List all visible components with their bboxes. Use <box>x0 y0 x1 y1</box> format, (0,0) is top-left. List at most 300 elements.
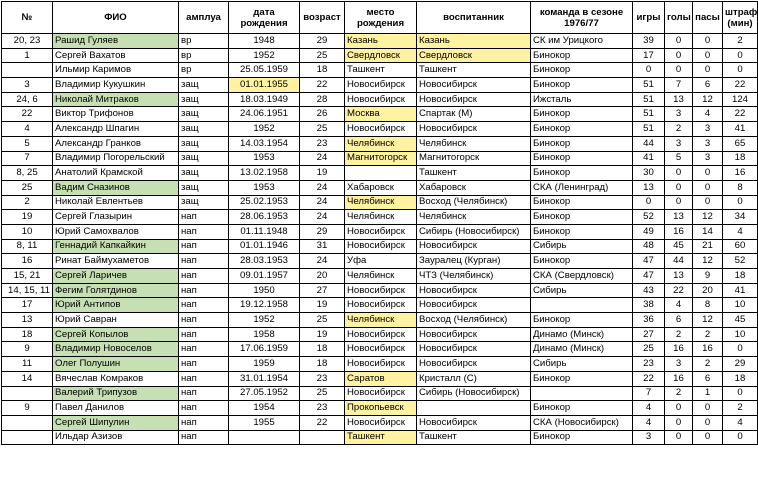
header-trainee: воспитанник <box>417 2 531 34</box>
cell-dob: 01.01.1955 <box>229 78 300 93</box>
cell-birthplace <box>345 166 417 181</box>
cell-num: 22 <box>2 107 53 122</box>
cell-age: 23 <box>300 136 345 151</box>
cell-age: 29 <box>300 34 345 49</box>
cell-role: защ <box>179 78 229 93</box>
cell-pim: 18 <box>723 269 758 284</box>
cell-name: Фегим Голятдинов <box>53 283 179 298</box>
cell-dob: 17.06.1959 <box>229 342 300 357</box>
cell-trainee: Новосибирск <box>417 283 531 298</box>
header-pim: штраф (мин) <box>723 2 758 34</box>
cell-pim: 22 <box>723 78 758 93</box>
cell-num: 5 <box>2 136 53 151</box>
cell-team: СКА (Ленинград) <box>531 180 633 195</box>
cell-birthplace: Новосибирск <box>345 122 417 137</box>
cell-team: Бинокор <box>531 151 633 166</box>
cell-name: Ильмир Каримов <box>53 63 179 78</box>
cell-trainee: Кристалл (С) <box>417 371 531 386</box>
cell-games: 4 <box>633 415 665 430</box>
cell-birthplace: Ташкент <box>345 430 417 445</box>
cell-trainee: Челябинск <box>417 210 531 225</box>
header-row <box>2 2 758 34</box>
cell-pim: 10 <box>723 298 758 313</box>
cell-birthplace: Новосибирск <box>345 386 417 401</box>
cell-age: 19 <box>300 298 345 313</box>
cell-age: 19 <box>300 327 345 342</box>
cell-role: нап <box>179 224 229 239</box>
cell-pim: 0 <box>723 48 758 63</box>
cell-num: 24, 6 <box>2 92 53 107</box>
cell-team: Сибирь <box>531 283 633 298</box>
cell-assists: 6 <box>693 371 723 386</box>
cell-role: вр <box>179 34 229 49</box>
cell-games: 4 <box>633 401 665 416</box>
cell-team: Бинокор <box>531 371 633 386</box>
cell-trainee <box>417 401 531 416</box>
table-row <box>2 63 758 78</box>
cell-games: 30 <box>633 166 665 181</box>
cell-num: 14 <box>2 371 53 386</box>
table-row <box>2 92 758 107</box>
cell-assists: 12 <box>693 313 723 328</box>
cell-pim: 10 <box>723 327 758 342</box>
cell-assists: 0 <box>693 195 723 210</box>
cell-goals: 0 <box>665 34 693 49</box>
cell-birthplace: Саратов <box>345 371 417 386</box>
header-team: команда в сезоне 1976/77 <box>531 2 633 34</box>
cell-trainee: Хабаровск <box>417 180 531 195</box>
cell-dob: 1955 <box>229 415 300 430</box>
cell-games: 3 <box>633 430 665 445</box>
header-role: амплуа <box>179 2 229 34</box>
cell-birthplace: Новосибирск <box>345 92 417 107</box>
header-name: ФИО <box>53 2 179 34</box>
cell-trainee: Магнитогорск <box>417 151 531 166</box>
roster-table <box>1 1 758 445</box>
table-row <box>2 34 758 49</box>
cell-role: защ <box>179 151 229 166</box>
table-row <box>2 327 758 342</box>
cell-team <box>531 298 633 313</box>
cell-role: нап <box>179 313 229 328</box>
cell-goals: 13 <box>665 92 693 107</box>
cell-dob: 01.11.1948 <box>229 224 300 239</box>
cell-games: 0 <box>633 195 665 210</box>
cell-pim: 29 <box>723 357 758 372</box>
cell-role: нап <box>179 254 229 269</box>
cell-pim: 0 <box>723 342 758 357</box>
cell-dob: 19.12.1958 <box>229 298 300 313</box>
cell-team: Динамо (Минск) <box>531 342 633 357</box>
cell-name: Николай Митраков <box>53 92 179 107</box>
cell-role: нап <box>179 371 229 386</box>
cell-role: защ <box>179 122 229 137</box>
cell-name: Вадим Сназинов <box>53 180 179 195</box>
header-dob: дата рождения <box>229 2 300 34</box>
cell-birthplace: Новосибирск <box>345 224 417 239</box>
cell-birthplace: Магнитогорск <box>345 151 417 166</box>
cell-name: Владимир Кукушкин <box>53 78 179 93</box>
cell-team: Бинокор <box>531 430 633 445</box>
cell-trainee: Новосибирск <box>417 357 531 372</box>
cell-name: Николай Евлентьев <box>53 195 179 210</box>
cell-role: нап <box>179 210 229 225</box>
cell-goals: 5 <box>665 151 693 166</box>
cell-num: 13 <box>2 313 53 328</box>
cell-goals: 16 <box>665 224 693 239</box>
cell-team: Бинокор <box>531 78 633 93</box>
table-row <box>2 180 758 195</box>
cell-dob: 1954 <box>229 401 300 416</box>
cell-pim: 0 <box>723 386 758 401</box>
cell-pim: 60 <box>723 239 758 254</box>
cell-age: 25 <box>300 48 345 63</box>
cell-num: 4 <box>2 122 53 137</box>
cell-name: Геннадий Капкайкин <box>53 239 179 254</box>
cell-dob <box>229 430 300 445</box>
cell-birthplace: Новосибирск <box>345 415 417 430</box>
cell-games: 51 <box>633 107 665 122</box>
cell-games: 27 <box>633 327 665 342</box>
table-row <box>2 122 758 137</box>
cell-age: 29 <box>300 224 345 239</box>
cell-games: 51 <box>633 78 665 93</box>
cell-trainee: Ташкент <box>417 63 531 78</box>
cell-team: Бинокор <box>531 63 633 78</box>
cell-team: Сибирь <box>531 357 633 372</box>
cell-dob: 18.03.1949 <box>229 92 300 107</box>
cell-birthplace: Свердловск <box>345 48 417 63</box>
cell-age: 19 <box>300 166 345 181</box>
cell-team: СК им Урицкого <box>531 34 633 49</box>
table-row <box>2 107 758 122</box>
cell-goals: 4 <box>665 298 693 313</box>
cell-trainee: Свердловск <box>417 48 531 63</box>
cell-role: защ <box>179 180 229 195</box>
cell-assists: 0 <box>693 63 723 78</box>
cell-trainee: Челябинск <box>417 136 531 151</box>
cell-trainee: Спартак (М) <box>417 107 531 122</box>
table-row <box>2 151 758 166</box>
cell-assists: 0 <box>693 430 723 445</box>
cell-team: Бинокор <box>531 224 633 239</box>
cell-age: 22 <box>300 415 345 430</box>
table-row <box>2 313 758 328</box>
cell-team: Бинокор <box>531 48 633 63</box>
cell-team: СКА (Свердловск) <box>531 269 633 284</box>
cell-trainee: Новосибирск <box>417 92 531 107</box>
cell-team: Бинокор <box>531 122 633 137</box>
cell-dob: 14.03.1954 <box>229 136 300 151</box>
cell-pim: 4 <box>723 415 758 430</box>
cell-birthplace: Новосибирск <box>345 357 417 372</box>
cell-assists: 8 <box>693 298 723 313</box>
table-row <box>2 254 758 269</box>
cell-goals: 2 <box>665 327 693 342</box>
cell-goals: 16 <box>665 371 693 386</box>
cell-num: 2 <box>2 195 53 210</box>
cell-role: нап <box>179 357 229 372</box>
cell-birthplace: Москва <box>345 107 417 122</box>
cell-age: 23 <box>300 401 345 416</box>
cell-role: нап <box>179 415 229 430</box>
cell-name: Виктор Трифонов <box>53 107 179 122</box>
cell-dob: 25.02.1953 <box>229 195 300 210</box>
cell-games: 0 <box>633 63 665 78</box>
cell-dob: 25.05.1959 <box>229 63 300 78</box>
header-birthplace: место рождения <box>345 2 417 34</box>
cell-games: 38 <box>633 298 665 313</box>
cell-age: 25 <box>300 122 345 137</box>
table-row <box>2 298 758 313</box>
table-row <box>2 269 758 284</box>
cell-trainee: Зауралец (Курган) <box>417 254 531 269</box>
cell-pim: 0 <box>723 63 758 78</box>
cell-age: 18 <box>300 357 345 372</box>
cell-pim: 2 <box>723 34 758 49</box>
cell-age: 24 <box>300 210 345 225</box>
cell-assists: 0 <box>693 34 723 49</box>
cell-team: Бинокор <box>531 401 633 416</box>
cell-games: 44 <box>633 136 665 151</box>
cell-role: защ <box>179 166 229 181</box>
cell-dob: 28.06.1953 <box>229 210 300 225</box>
cell-pim: 124 <box>723 92 758 107</box>
cell-games: 47 <box>633 254 665 269</box>
cell-num <box>2 430 53 445</box>
cell-num <box>2 63 53 78</box>
cell-games: 36 <box>633 313 665 328</box>
table-row <box>2 78 758 93</box>
cell-birthplace: Новосибирск <box>345 239 417 254</box>
cell-num: 11 <box>2 357 53 372</box>
cell-trainee: Новосибирск <box>417 122 531 137</box>
cell-goals: 3 <box>665 136 693 151</box>
cell-games: 13 <box>633 180 665 195</box>
cell-birthplace: Новосибирск <box>345 327 417 342</box>
cell-pim: 0 <box>723 430 758 445</box>
cell-birthplace: Челябинск <box>345 210 417 225</box>
cell-name: Ринат Баймухаметов <box>53 254 179 269</box>
cell-trainee: Сибирь (Новосибирск) <box>417 224 531 239</box>
cell-name: Сергей Копылов <box>53 327 179 342</box>
cell-pim: 16 <box>723 166 758 181</box>
table-row <box>2 371 758 386</box>
cell-age: 25 <box>300 313 345 328</box>
cell-age <box>300 430 345 445</box>
cell-goals: 3 <box>665 357 693 372</box>
cell-goals: 16 <box>665 342 693 357</box>
cell-assists: 0 <box>693 415 723 430</box>
table-row <box>2 224 758 239</box>
cell-dob: 27.05.1952 <box>229 386 300 401</box>
cell-pim: 2 <box>723 401 758 416</box>
cell-age: 18 <box>300 342 345 357</box>
cell-pim: 52 <box>723 254 758 269</box>
table-row <box>2 401 758 416</box>
cell-birthplace: Челябинск <box>345 313 417 328</box>
cell-age: 24 <box>300 195 345 210</box>
cell-num <box>2 415 53 430</box>
cell-assists: 0 <box>693 401 723 416</box>
table-row <box>2 195 758 210</box>
cell-goals: 0 <box>665 415 693 430</box>
cell-role: нап <box>179 386 229 401</box>
cell-dob: 1952 <box>229 122 300 137</box>
cell-pim: 34 <box>723 210 758 225</box>
cell-games: 52 <box>633 210 665 225</box>
cell-goals: 2 <box>665 386 693 401</box>
cell-name: Александр Гранков <box>53 136 179 151</box>
cell-games: 25 <box>633 342 665 357</box>
cell-role: нап <box>179 327 229 342</box>
cell-age: 31 <box>300 239 345 254</box>
cell-goals: 0 <box>665 401 693 416</box>
cell-name: Сергей Глазырин <box>53 210 179 225</box>
cell-team: Бинокор <box>531 195 633 210</box>
cell-name: Сергей Шипулин <box>53 415 179 430</box>
cell-trainee: Новосибирск <box>417 342 531 357</box>
cell-birthplace: Новосибирск <box>345 78 417 93</box>
cell-team: Бинокор <box>531 313 633 328</box>
cell-role: защ <box>179 195 229 210</box>
cell-trainee: Восход (Челябинск) <box>417 313 531 328</box>
cell-name: Вячеслав Комраков <box>53 371 179 386</box>
cell-birthplace: Новосибирск <box>345 283 417 298</box>
cell-num: 7 <box>2 151 53 166</box>
cell-dob: 13.02.1958 <box>229 166 300 181</box>
cell-assists: 3 <box>693 122 723 137</box>
cell-goals: 0 <box>665 63 693 78</box>
cell-trainee: Новосибирск <box>417 415 531 430</box>
cell-pim: 45 <box>723 313 758 328</box>
cell-assists: 12 <box>693 92 723 107</box>
cell-games: 51 <box>633 122 665 137</box>
cell-pim: 65 <box>723 136 758 151</box>
cell-games: 51 <box>633 92 665 107</box>
cell-name: Владимир Погорельский <box>53 151 179 166</box>
cell-age: 20 <box>300 269 345 284</box>
cell-dob: 31.01.1954 <box>229 371 300 386</box>
table-row <box>2 283 758 298</box>
cell-role: нап <box>179 298 229 313</box>
cell-pim: 0 <box>723 195 758 210</box>
cell-pim: 4 <box>723 224 758 239</box>
cell-role: защ <box>179 136 229 151</box>
cell-trainee: Новосибирск <box>417 78 531 93</box>
cell-trainee: Восход (Челябинск) <box>417 195 531 210</box>
cell-games: 49 <box>633 224 665 239</box>
cell-goals: 0 <box>665 180 693 195</box>
cell-birthplace: Челябинск <box>345 269 417 284</box>
cell-dob: 01.01.1946 <box>229 239 300 254</box>
cell-dob: 1953 <box>229 180 300 195</box>
cell-games: 17 <box>633 48 665 63</box>
cell-age: 24 <box>300 151 345 166</box>
cell-num: 9 <box>2 342 53 357</box>
cell-role: вр <box>179 48 229 63</box>
cell-age: 28 <box>300 92 345 107</box>
cell-games: 47 <box>633 269 665 284</box>
cell-team: Сибирь <box>531 239 633 254</box>
cell-games: 23 <box>633 357 665 372</box>
cell-role: нап <box>179 269 229 284</box>
cell-num: 8, 11 <box>2 239 53 254</box>
cell-age: 23 <box>300 371 345 386</box>
cell-pim: 41 <box>723 122 758 137</box>
table-row <box>2 136 758 151</box>
cell-pim: 18 <box>723 371 758 386</box>
cell-pim: 22 <box>723 107 758 122</box>
cell-games: 48 <box>633 239 665 254</box>
cell-games: 43 <box>633 283 665 298</box>
cell-name: Александр Шпагин <box>53 122 179 137</box>
cell-name: Рашид Гуляев <box>53 34 179 49</box>
cell-team: Динамо (Минск) <box>531 327 633 342</box>
cell-games: 41 <box>633 151 665 166</box>
cell-assists: 9 <box>693 269 723 284</box>
cell-assists: 3 <box>693 136 723 151</box>
cell-name: Сергей Ларичев <box>53 269 179 284</box>
cell-num <box>2 386 53 401</box>
cell-assists: 1 <box>693 386 723 401</box>
cell-assists: 20 <box>693 283 723 298</box>
table-row <box>2 386 758 401</box>
cell-pim: 8 <box>723 180 758 195</box>
cell-trainee: Новосибирск <box>417 327 531 342</box>
cell-age: 27 <box>300 283 345 298</box>
cell-games: 7 <box>633 386 665 401</box>
cell-age: 18 <box>300 63 345 78</box>
cell-birthplace: Челябинск <box>345 136 417 151</box>
table-row <box>2 210 758 225</box>
cell-goals: 13 <box>665 269 693 284</box>
cell-goals: 0 <box>665 48 693 63</box>
cell-trainee: Новосибирск <box>417 298 531 313</box>
cell-role: защ <box>179 107 229 122</box>
cell-name: Сергей Вахатов <box>53 48 179 63</box>
cell-birthplace: Новосибирск <box>345 298 417 313</box>
cell-num: 3 <box>2 78 53 93</box>
cell-num: 19 <box>2 210 53 225</box>
cell-goals: 3 <box>665 107 693 122</box>
table-row <box>2 239 758 254</box>
cell-goals: 6 <box>665 313 693 328</box>
header-games: игры <box>633 2 665 34</box>
cell-num: 10 <box>2 224 53 239</box>
cell-dob: 1959 <box>229 357 300 372</box>
cell-team: СКА (Новосибирск) <box>531 415 633 430</box>
cell-assists: 2 <box>693 327 723 342</box>
cell-assists: 0 <box>693 180 723 195</box>
cell-team: Ижсталь <box>531 92 633 107</box>
cell-name: Ильдар Азизов <box>53 430 179 445</box>
cell-goals: 44 <box>665 254 693 269</box>
cell-role: защ <box>179 92 229 107</box>
table-row <box>2 430 758 445</box>
cell-assists: 0 <box>693 166 723 181</box>
table-row <box>2 342 758 357</box>
cell-assists: 16 <box>693 342 723 357</box>
cell-dob: 1952 <box>229 313 300 328</box>
cell-dob: 1948 <box>229 34 300 49</box>
cell-name: Владимир Новоселов <box>53 342 179 357</box>
cell-num: 20, 23 <box>2 34 53 49</box>
cell-pim: 41 <box>723 283 758 298</box>
cell-dob: 1958 <box>229 327 300 342</box>
cell-team: Бинокор <box>531 136 633 151</box>
cell-team: Бинокор <box>531 107 633 122</box>
